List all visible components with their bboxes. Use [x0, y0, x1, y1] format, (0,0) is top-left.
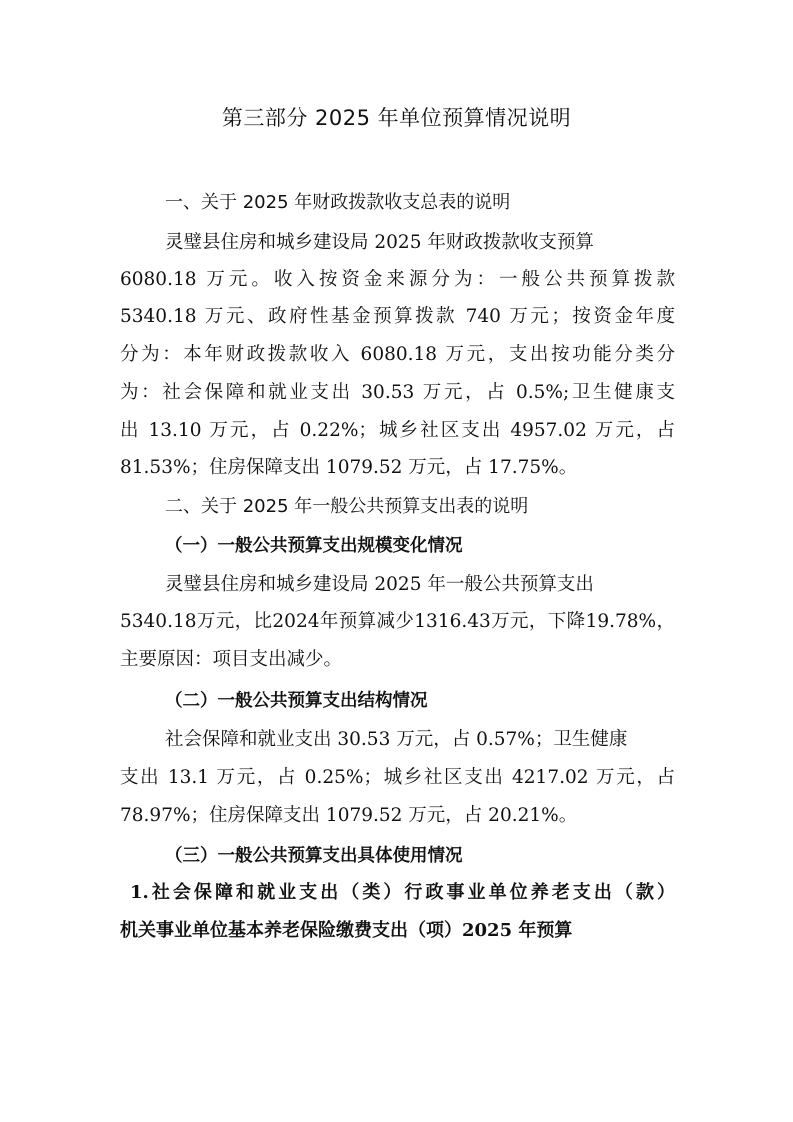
subsection-heading: （一）一般公共预算支出规模变化情况: [165, 536, 463, 556]
subsection-heading: （二）一般公共预算支出结构情况: [165, 691, 428, 711]
section-heading-1: 一、关于 2025 年财政拨款收支总表的说明: [165, 192, 511, 213]
paragraph-line: 5340.18 万元、政府性基金预算拨款 740 万元；按资金年度: [120, 306, 675, 327]
item-heading-line: 机关事业单位基本养老保险缴费支出（项）2025 年预算: [120, 920, 573, 941]
paragraph-line: 78.97%；住房保障支出 1079.52 万元，占 20.21%。: [120, 805, 578, 826]
item-heading-line: 1.社会保障和就业支出（类）行政事业单位养老支出（款）: [130, 882, 675, 903]
paragraph-line: 社会保障和就业支出 30.53 万元，占 0.57%；卫生健康: [165, 729, 628, 750]
paragraph-line: 为：社会保障和就业支出 30.53 万元，占 0.5%;卫生健康支: [120, 382, 675, 403]
paragraph-line: 6080.18 万元。收入按资金来源分为：一般公共预算拨款: [120, 269, 675, 290]
section-heading-2: 二、关于 2025 年一般公共预算支出表的说明: [165, 496, 529, 517]
paragraph-line: 灵璧县住房和城乡建设局 2025 年一般公共预算支出: [165, 574, 594, 595]
paragraph-line: 支出 13.1 万元，占 0.25%；城乡社区支出 4217.02 万元，占: [120, 767, 675, 788]
paragraph-line: 主要原因：项目支出减少。: [120, 649, 343, 670]
paragraph-line: 81.53%；住房保障支出 1079.52 万元，占 17.75%。: [120, 457, 578, 478]
paragraph-line: 5340.18万元，比2024年预算减少1316.43万元，下降19.78%，: [120, 611, 675, 632]
paragraph-line: 出 13.10 万元，占 0.22%；城乡社区支出 4957.02 万元，占: [120, 420, 675, 441]
paragraph-line: 分为：本年财政拨款收入 6080.18 万元，支出按功能分类分: [120, 344, 675, 365]
subsection-heading: （三）一般公共预算支出具体使用情况: [165, 846, 463, 866]
paragraph-line: 灵璧县住房和城乡建设局 2025 年财政拨款收支预算: [165, 232, 594, 253]
page-title: 第三部分 2025 年单位预算情况说明: [221, 106, 572, 130]
